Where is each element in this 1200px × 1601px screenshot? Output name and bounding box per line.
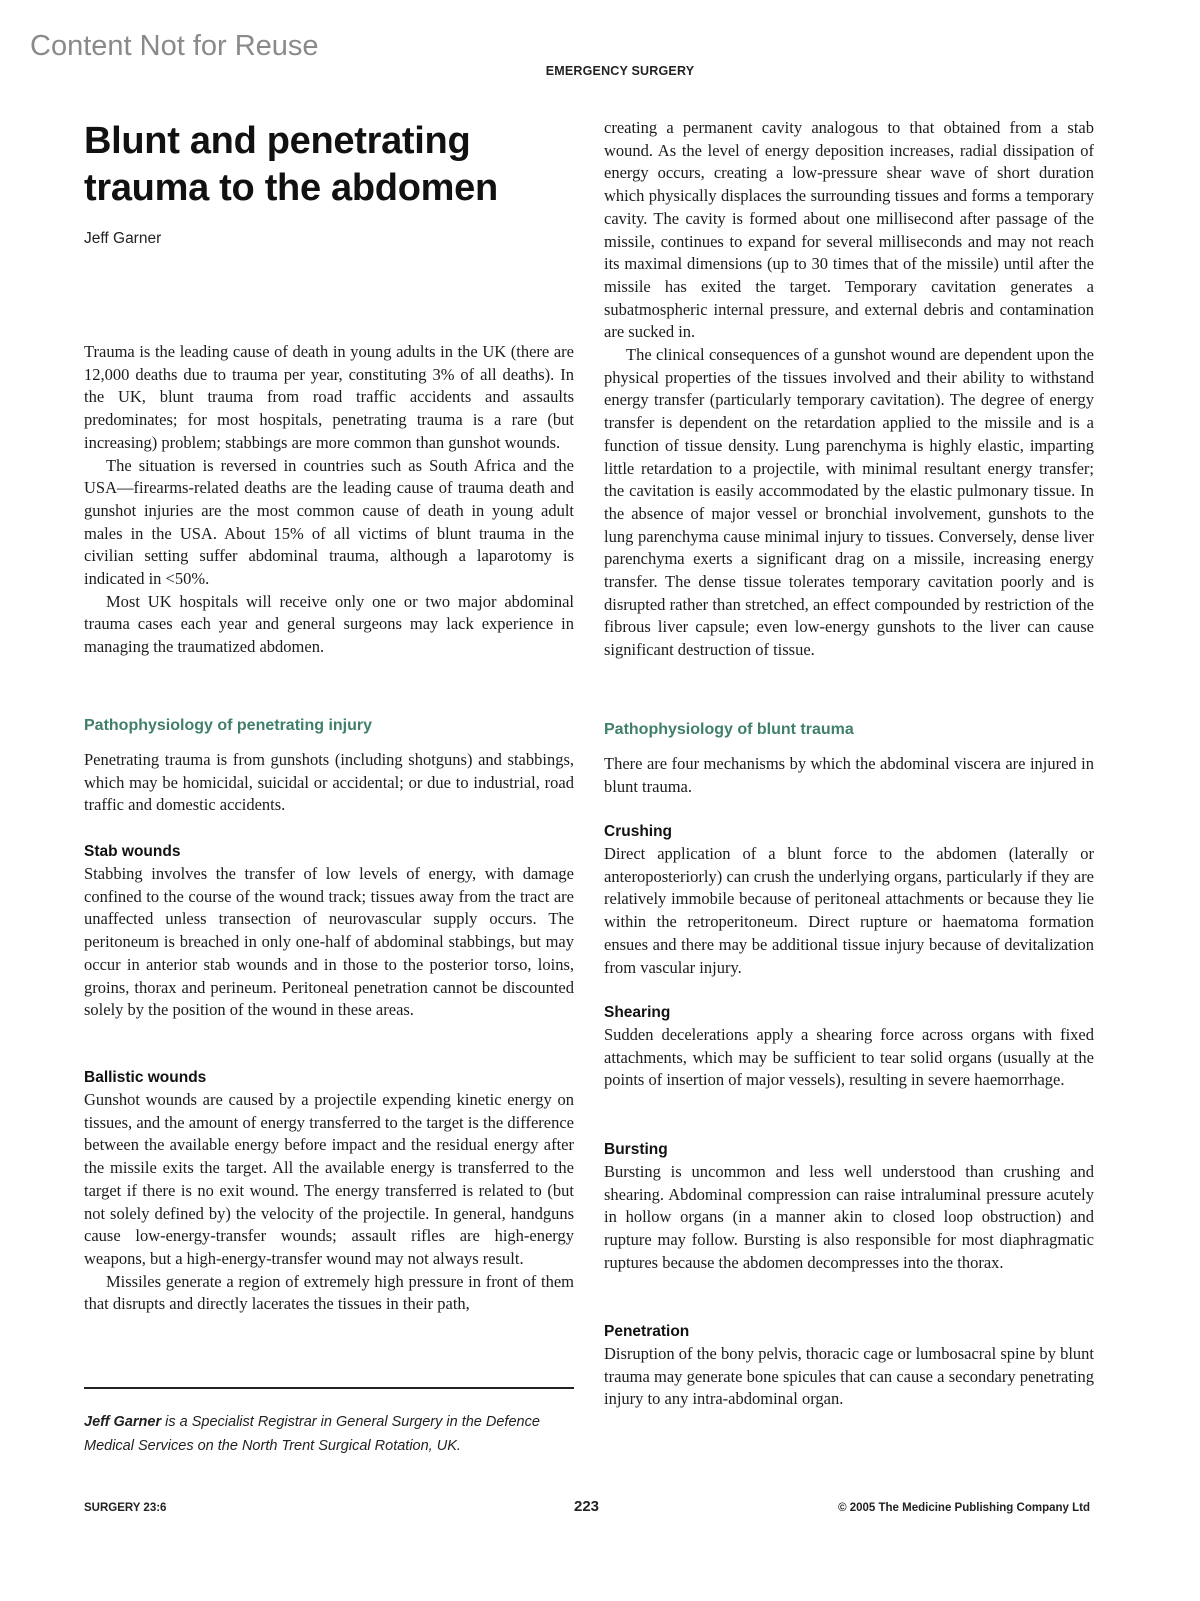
intro-paragraph-3: Most UK hospitals will receive only one or two major abdominal trauma cases each year and general surgeons may lack experience in managing the traumatized abdomen. — [84, 591, 574, 657]
ballistic-wounds-text-2: Missiles generate a region of extremely high pressure in front of them that disrupts and directly lacerates the tissues in their path, — [84, 1271, 574, 1314]
subheading-crushing: Crushing — [604, 823, 673, 840]
subheading-stab-wounds: Stab wounds — [84, 843, 181, 860]
section-penetrating-text: Penetrating trauma is from gunshots (including shotguns) and stabbings, which may be homicidal, suicidal or accidental; or due to industrial, road traffic and domestic accidents. — [84, 750, 574, 815]
intro-paragraph-2: The situation is reversed in countries such as South Africa and the USA—firearms-related deaths are the leading cause of trauma death and gunshot injuries are the most common cause of death in young adult males in the USA. About 15% of all victims of blunt trauma in the civilian setting suffer abdominal trauma, although a laparotomy is indicated in <50%. — [84, 455, 574, 589]
footnote-text: is a Specialist Registrar in General Surgery in the Defence Medical Services on the North Trent Surgical Rotation, UK. — [84, 1414, 540, 1454]
subheading-shearing: Shearing — [604, 1004, 671, 1021]
footnote-author-name: Jeff Garner — [84, 1414, 162, 1430]
subsection-bursting — [604, 1139, 1094, 1275]
right-continuation — [604, 117, 1094, 662]
subsection-crushing — [604, 821, 1094, 979]
subsection-ballistic-wounds — [84, 1067, 574, 1316]
section-penetrating — [84, 715, 574, 817]
subheading-ballistic-wounds: Ballistic wounds — [84, 1069, 207, 1086]
shearing-text: Sudden decelerations apply a shearing force across organs with fixed attachments, which may be sufficient to tear solid organs (usually at the points of insertion of major vessels), resulting in severe haemorrhage. — [604, 1025, 1094, 1090]
footnote-rule — [84, 1387, 574, 1389]
subheading-bursting: Bursting — [604, 1141, 668, 1158]
article-title — [84, 118, 584, 212]
continuation-paragraph-2: The clinical consequences of a gunshot wound are dependent upon the physical properties of the tissues involved and their ability to withstand energy transfer (particularly temporary cavitation). The degree of energy transfer is dependent on the retardation applied to the missile and is a function of tissue density. Lung parenchyma is highly elastic, imparting little retardation to a projectile, with minimal resultant energy transfer; the cavitation is easily accommodated by the elastic pulmonary tissue. In the absence of major vessel or bronchial involvement, gunshots to the lung parenchyma cause minimal injury to tissues. Conversely, dense liver parenchyma exerts a significant drag on a missile, increasing energy transfer. The dense tissue tolerates temporary cavitation poorly and is disrupted rather than stretched, an effect compounded by restriction of the fibrous liver capsule; even low-energy gunshots to the liver can cause significant destruction of tissue. — [604, 345, 1094, 660]
footer-copyright: © 2005 The Medicine Publishing Company Ltd — [838, 1502, 1090, 1514]
subheading-penetration: Penetration — [604, 1323, 690, 1340]
intro-paragraph-1: Trauma is the leading cause of death in young adults in the UK (there are 12,000 deaths due to trauma per year, constituting 3% of all deaths). In the UK, blunt trauma from road traffic accidents and assaults predominates; for most hospitals, penetrating trauma is a rare (but increasing) problem; stabbings are more common than gunshot wounds. — [84, 342, 574, 452]
section-blunt — [604, 719, 1094, 798]
subsection-shearing — [604, 1002, 1094, 1092]
title-line-2: trauma to the abdomen — [84, 167, 498, 209]
author-name: Jeff Garner — [84, 230, 162, 247]
section-blunt-text: There are four mechanisms by which the abdominal viscera are injured in blunt trauma. — [604, 754, 1094, 796]
stab-wounds-text: Stabbing involves the transfer of low levels of energy, with damage confined to the course of the wound track; tissues away from the tract are unaffected unless transection of neurovascular supply occurs. The peritoneum is breached in only one-half of abdominal stabbings, but may occur in anterior stab wounds and in those to the posterior torso, loins, groins, thorax and perineum. Peritoneal penetration cannot be discounted solely by the position of the wound in these areas. — [84, 864, 574, 1020]
footer-page-number: 223 — [574, 1498, 600, 1515]
author-footnote — [84, 1410, 574, 1458]
running-head: EMERGENCY SURGERY — [545, 64, 695, 78]
title-line-1: Blunt and penetrating — [84, 120, 471, 162]
section-heading-penetrating: Pathophysiology of penetrating injury — [84, 717, 373, 734]
watermark: Content Not for Reuse — [30, 30, 319, 62]
subsection-penetration — [604, 1321, 1094, 1411]
continuation-paragraph-1: creating a permanent cavity analogous to that obtained from a stab wound. As the level of energy deposition increases, radial dissipation of energy occurs, creating a low-pressure shear wave of short duration which physically displaces the surrounding tissues and forms a temporary cavity. The cavity is formed about one millisecond after passage of the missile, continues to expand for several milliseconds and may not reach its maximal dimensions (up to 30 times that of the missile) until after the missile has exited the target. Temporary cavitation generates a subatmospheric internal pressure, and external debris and contamination are sucked in. — [604, 118, 1094, 342]
crushing-text: Direct application of a blunt force to the abdomen (laterally or anteroposteriorly) can crush the underlying organs, particularly if they are relatively immobile because of peritoneal attachments or because they lie within the retroperitoneum. Direct rupture or haematoma formation ensues and there may be additional tissue injury because of devitalization from vascular injury. — [604, 844, 1094, 977]
intro-block — [84, 341, 574, 659]
subsection-stab-wounds — [84, 841, 574, 1022]
footer-journal: SURGERY 23:6 — [84, 1502, 167, 1514]
bursting-text: Bursting is uncommon and less well understood than crushing and shearing. Abdominal compression can raise intraluminal pressure acutely in hollow organs (in a manner akin to closed loop obstruction) and rupture may follow. Bursting is also responsible for most diaphragmatic ruptures because the abdomen decompresses into the thorax. — [604, 1162, 1094, 1272]
ballistic-wounds-text-1: Gunshot wounds are caused by a projectile expending kinetic energy on tissues, and the amount of energy transferred to the target is the difference between the available energy before impact and the residual energy after the missile exits the target. All the available energy is transferred to the target if there is no exit wound. The energy transferred is related to (but not solely defined by) the velocity of the projectile. In general, handguns cause low-energy-transfer wounds; assault rifles are high-energy weapons, but a high-energy-transfer wound may not always result. — [84, 1090, 574, 1268]
section-heading-blunt: Pathophysiology of blunt trauma — [604, 721, 854, 738]
penetration-text: Disruption of the bony pelvis, thoracic cage or lumbosacral spine by blunt trauma may generate bone spicules that can cause a secondary penetrating injury to any intra-abdominal organ. — [604, 1344, 1094, 1409]
